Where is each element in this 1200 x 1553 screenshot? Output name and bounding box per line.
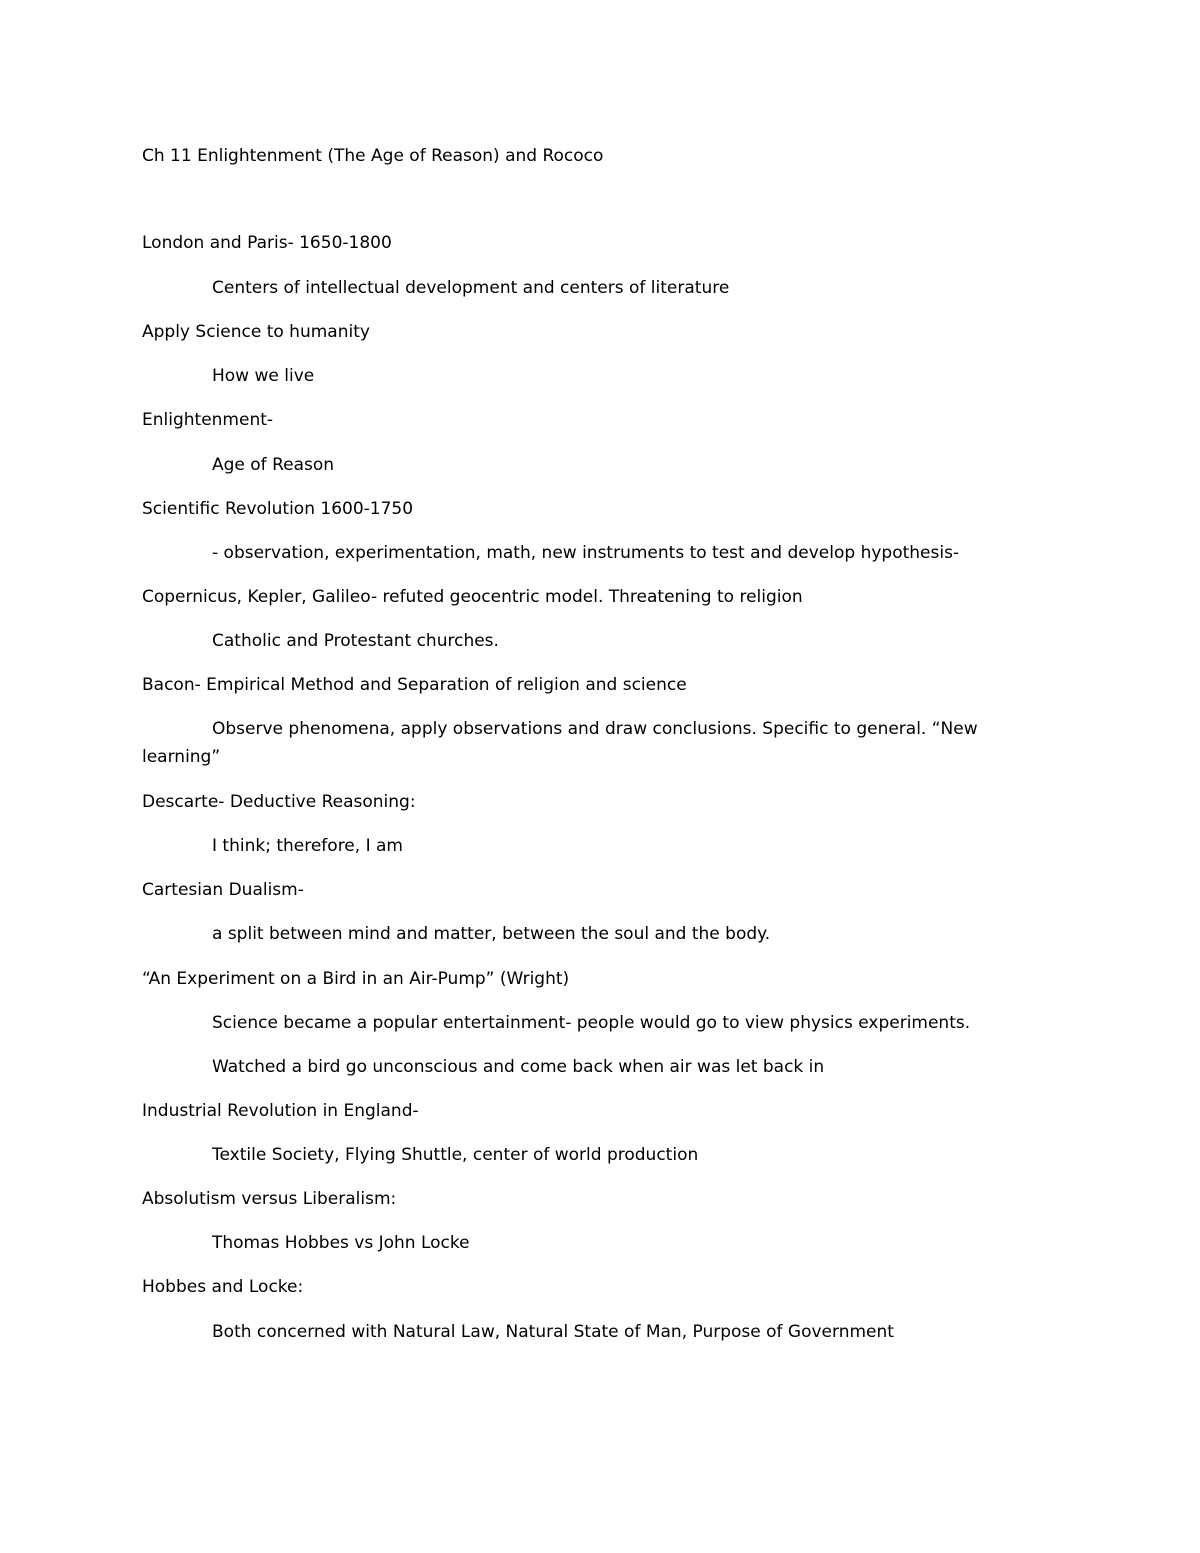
note-line-industrial-revolution: Industrial Revolution in England-: [142, 1101, 419, 1121]
note-line-hobbes-vs-locke: Thomas Hobbes vs John Locke: [212, 1233, 470, 1253]
note-line-natural-law: Both concerned with Natural Law, Natural State of Man, Purpose of Government: [212, 1322, 894, 1342]
note-line-descarte: Descarte- Deductive Reasoning:: [142, 792, 416, 812]
note-line-churches: Catholic and Protestant churches.: [212, 631, 499, 651]
note-line-observe-phenomena: Observe phenomena, apply observations and draw conclusions. Specific to general. “New: [212, 719, 978, 739]
note-line-absolutism: Absolutism versus Liberalism:: [142, 1189, 397, 1209]
note-line-apply-science: Apply Science to humanity: [142, 322, 370, 342]
note-line-scientific-revolution: Scientific Revolution 1600-1750: [142, 499, 414, 519]
note-line-observation: - observation, experimentation, math, new instruments to test and develop hypothesis-: [212, 543, 960, 563]
note-line-enlightenment: Enlightenment-: [142, 410, 274, 430]
note-line-hobbes-and-locke: Hobbes and Locke:: [142, 1277, 304, 1297]
note-line-watched-bird: Watched a bird go unconscious and come back when air was let back in: [212, 1057, 825, 1077]
note-line-textile: Textile Society, Flying Shuttle, center of world production: [212, 1145, 699, 1165]
note-line-bacon: Bacon- Empirical Method and Separation of religion and science: [142, 675, 687, 695]
note-line-split: a split between mind and matter, between the soul and the body.: [212, 924, 771, 944]
note-line-experiment-bird: “An Experiment on a Bird in an Air-Pump” (Wright): [142, 969, 570, 989]
note-line-science-entertainment: Science became a popular entertainment- people would go to view physics experiments.: [212, 1013, 971, 1033]
note-line-london-paris: London and Paris- 1650-1800: [142, 233, 392, 253]
note-line-centers: Centers of intellectual development and centers of literature: [212, 278, 730, 298]
note-line-how-we-live: How we live: [212, 366, 315, 386]
document-title: Ch 11 Enlightenment (The Age of Reason) and Rococo: [142, 146, 604, 166]
note-line-copernicus: Copernicus, Kepler, Galileo- refuted geocentric model. Threatening to religion: [142, 587, 803, 607]
note-line-age-of-reason: Age of Reason: [212, 455, 335, 475]
note-line-cartesian-dualism: Cartesian Dualism-: [142, 880, 304, 900]
note-line-learning: learning”: [142, 747, 221, 767]
note-line-i-think: I think; therefore, I am: [212, 836, 403, 856]
